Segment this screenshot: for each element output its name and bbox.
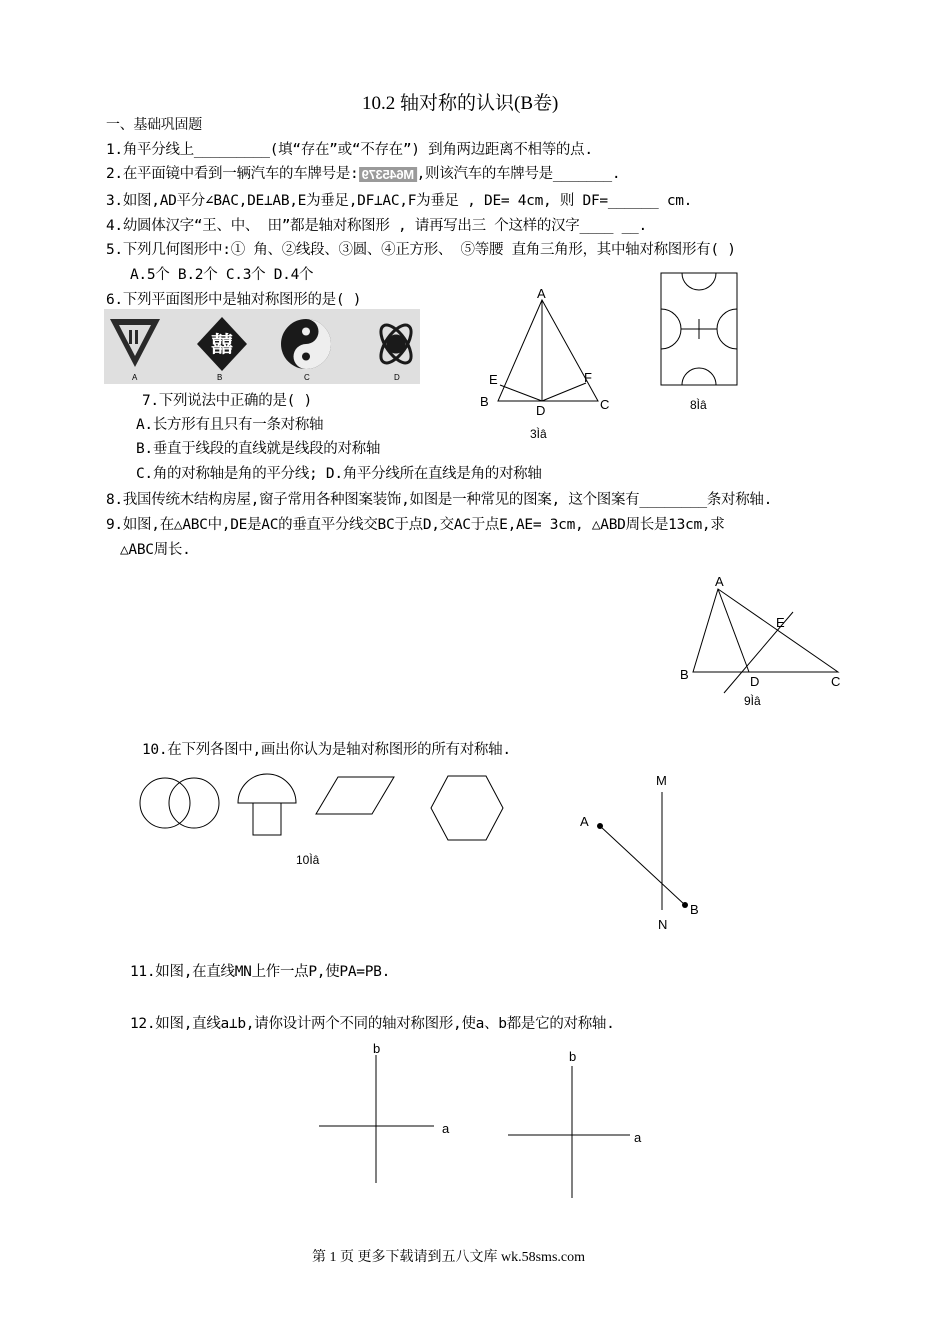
fig12-left-label-a: a [442,1121,450,1136]
fig9-label-e: E [776,615,785,630]
question-9-line-2: △ABC周长. [120,542,191,558]
fig9-label-b: B [680,667,689,682]
option-c-label: C [304,373,310,382]
fig3-label-c: C [600,397,610,412]
question-11: 11.如图,在直线MN上作一点P,使PA=PB. [130,964,391,980]
mirrored-license-plate: M645379 [359,167,417,182]
fig9-label-d: D [750,674,760,689]
option-d-label: D [394,373,400,382]
fig8-caption: 8Ìâ [690,398,707,412]
figure-12-axes-left [316,1040,466,1190]
fig11-label-m: M [656,773,667,788]
question-6: 6.下列平面图形中是轴对称图形的是( ) [106,292,362,308]
question-7-option-cd: C.角的对称轴是角的平分线; D.角平分线所在直线是角的对称轴 [136,466,542,482]
question-6-image-strip [104,309,420,384]
figure-11-line-mn [576,770,706,935]
point-a-dot [597,823,603,829]
option-a-label: A [132,373,138,382]
point-b-dot [682,902,688,908]
fig12-right-label-a: a [634,1130,642,1145]
question-5: 5.下列几何图形中:① 角、②线段、③圆、④正方形、 ⑤等腰 直角三角形，其中轴对称图形有( ) [106,242,736,258]
parallelogram-shape [316,777,394,814]
figure-8-window-pattern [660,272,740,387]
question-1: 1.角平分线上_________(填“存在”或“不存在”) 到角两边距离不相等的点. [106,142,593,158]
fig3-caption: 3Ìâ [530,427,547,441]
fig9-label-a: A [715,574,724,589]
fig3-label-f: F [584,370,592,385]
fig3-label-a: A [537,286,546,301]
question-5-options: A.5个 B.2个 C.3个 D.4个 [130,267,314,283]
page-title: 10.2 轴对称的认识(B卷) [362,93,559,114]
svg-text:囍: 囍 [210,333,234,358]
fig12-right-label-b: b [569,1049,577,1064]
fig11-label-n: N [658,917,668,932]
figure-9-triangle [678,572,853,697]
question-9-line-1: 9.如图,在△ABC中,DE是AC的垂直平分线交BC于点D,交AC于点E,AE= 3cm, △ABD周长是13cm,求 [106,517,725,533]
question-2-text-post: ,则该汽车的车牌号是_______. [416,166,621,182]
figure-3-triangle [478,285,618,425]
option-b-label: B [217,373,223,382]
question-3: 3.如图,AD平分∠BAC,DE⊥AB,E为垂足,DF⊥AC,F为垂足 , DE= 4cm, 则 DF=______ cm. [106,193,693,209]
fig3-label-d: D [536,403,546,418]
question-4: 4.幼圆体汉字“王、中、 田”都是轴对称图形 , 请再写出三 个这样的汉字____ __. [106,218,647,234]
fig11-label-a: A [580,814,589,829]
option-c-yin-yang-icon [281,319,331,369]
fig11-label-b: B [690,902,699,917]
question-7: 7.下列说法中正确的是( ) [142,393,312,409]
fig9-label-c: C [831,674,841,689]
figure-12-axes-right [506,1048,656,1198]
section-heading: 一、基础巩固题 [106,117,202,133]
question-7-option-a: A.长方形有且只有一条对称轴 [136,417,324,433]
two-circles-shape [140,778,219,828]
fig12-left-label-b: b [373,1041,381,1056]
question-12: 12.如图,直线a⊥b,请你设计两个不同的轴对称图形,使a、b都是它的对称轴. [130,1016,615,1032]
question-2 [106,162,620,183]
question-8: 8.我国传统木结构房屋,窗子常用各种图案装饰,如图是一种常见的图案, 这个图案有________条对称轴. [106,492,773,508]
figure-10-shapes [138,772,508,842]
page-footer: 第 1 页 更多下载请到五八文库 wk.58sms.com [312,1250,585,1265]
fig3-label-e: E [489,372,498,387]
mushroom-shape [238,774,296,835]
question-10: 10.在下列各图中,画出你认为是轴对称图形的所有对称轴. [142,742,511,758]
fig3-label-b: B [480,394,489,409]
fig9-caption: 9Ìâ [744,694,761,708]
question-2-text-pre: 2.在平面镜中看到一辆汽车的车牌号是: [106,166,359,182]
question-7-option-b: B.垂直于线段的直线就是线段的对称轴 [136,441,381,457]
fig10-caption: 10Ìâ [296,853,320,867]
hexagon-shape [431,776,503,840]
